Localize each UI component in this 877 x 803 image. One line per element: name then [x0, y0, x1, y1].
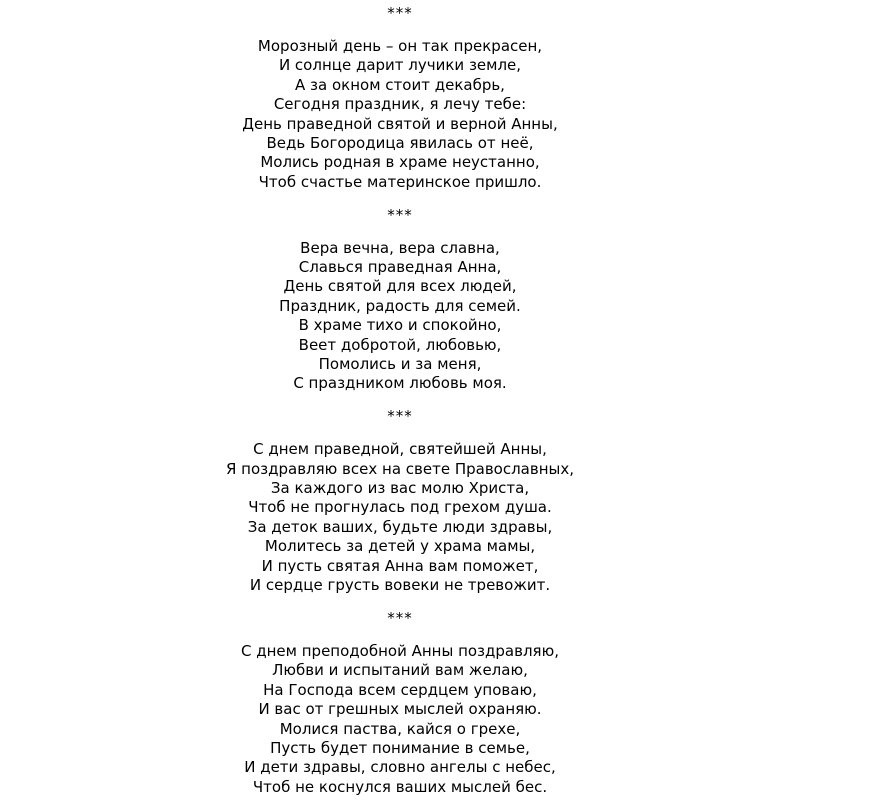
stanza-separator: *** — [387, 205, 413, 224]
poem-line: И пусть святая Анна вам поможет, — [261, 556, 539, 575]
poem-line: День святой для всех людей, — [283, 277, 517, 296]
poem-stanza-4 — [0, 642, 800, 797]
poem-line: Сегодня праздник, я лечу тебе: — [273, 95, 527, 114]
poem-line: Чтоб счастье материнское пришло. — [258, 172, 542, 191]
poem-line: Веет добротой, любовью, — [298, 335, 502, 354]
poem-line: И солнце дарит лучики земле, — [278, 56, 522, 75]
poem-line: С днем преподобной Анны поздравляю, — [241, 641, 559, 660]
poem-line: Праздник, радость для семей. — [279, 296, 521, 315]
poem-line: День праведной святой и верной Анны, — [242, 114, 558, 133]
poem-line: За каждого из вас молю Христа, — [270, 479, 530, 498]
poem-line: Молися паства, кайся о грехе, — [279, 719, 521, 738]
poem-line: Помолись и за меня, — [318, 355, 482, 373]
poem-line: Морозный день – он так прекрасен, — [257, 36, 543, 55]
poem-line: За деток ваших, будьте люди здравы, — [247, 517, 553, 536]
poem-line: Чтоб не коснулся ваших мыслей бес. — [252, 777, 548, 796]
poem-line: С днем праведной, святейшей Анны, — [253, 440, 547, 459]
stanza-separator: *** — [387, 4, 413, 22]
poem-line: С праздником любовь моя. — [293, 374, 507, 393]
poem-stanza-3 — [0, 440, 800, 595]
poem-line: Любви и испытаний вам желаю, — [272, 661, 528, 680]
poem-stanza-2 — [0, 239, 800, 394]
poem-line: Славься праведная Анна, — [298, 257, 502, 276]
poem-line: И сердце грусть вовеки не тревожит. — [249, 576, 551, 595]
poem-line: Ведь Богородица явилась от неё, — [266, 133, 534, 152]
poem-stanza-1 — [0, 37, 800, 192]
poem-line: Молись родная в храме неустанно, — [260, 153, 540, 172]
poem-line: На Господа всем сердцем уповаю, — [263, 680, 537, 699]
stanza-separator: *** — [387, 407, 413, 426]
poem-line: Я поздравляю всех на свете Православных, — [225, 459, 575, 478]
poem-line: А за окном стоит декабрь, — [295, 75, 505, 94]
stanza-separator: *** — [387, 608, 413, 627]
poem-line: Молитесь за детей у храма мамы, — [264, 537, 536, 556]
poem-line: И вас от грешных мыслей охраняю. — [258, 700, 542, 719]
poem-line: Чтоб не прогнулась под грехом душа. — [248, 498, 552, 517]
poem-line: И дети здравы, словно ангелы с небес, — [244, 758, 556, 777]
poem-line: Вера вечна, вера славна, — [300, 238, 500, 257]
poem-line: В храме тихо и спокойно, — [298, 316, 502, 335]
poem-line: Пусть будет понимание в семье, — [270, 738, 530, 757]
